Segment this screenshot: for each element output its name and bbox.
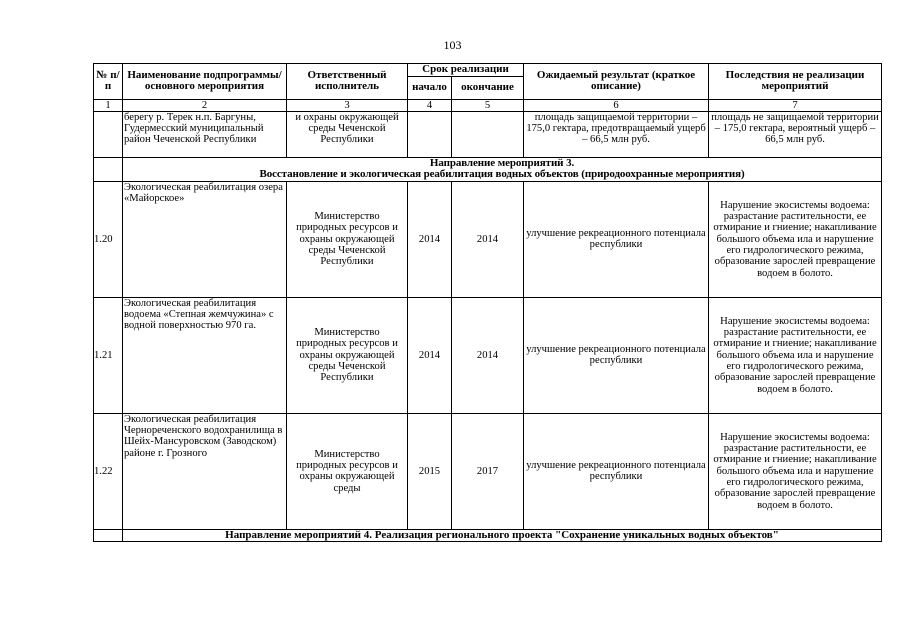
section-spacer bbox=[94, 529, 123, 542]
row-start: 2014 bbox=[408, 181, 452, 297]
header-num: № п/п bbox=[94, 64, 123, 100]
header-period: Срок реализации bbox=[408, 64, 524, 77]
section-spacer bbox=[94, 157, 123, 181]
row-executor: Министерство природных ресурсов и охраны окружающей среды bbox=[287, 413, 408, 529]
activities-table bbox=[93, 63, 882, 542]
table-row bbox=[94, 181, 882, 297]
row-result: улучшение рекреационного потенциала республики bbox=[524, 181, 709, 297]
row-num bbox=[94, 111, 123, 157]
row-consequence: Нарушение экосистемы водоема: разрастание растительности, ее отмирание и гниение; накапливание большого объема ила и нарушение его гидрологического режима, образование зарослей превращение водоем в болото. bbox=[709, 181, 882, 297]
section-4-heading bbox=[123, 529, 882, 542]
row-name: берегу р. Терек н.п. Баргуны, Гудермесский муниципальный район Чеченской Республики bbox=[123, 111, 287, 157]
section-3-line-1: Направление мероприятий 3. bbox=[429, 156, 575, 169]
page-number: 103 bbox=[443, 38, 462, 52]
row-start: 2014 bbox=[408, 297, 452, 413]
section-3-line-2: Восстановление и экологическая реабилитация водных объектов (природоохранные мероприятия) bbox=[259, 168, 745, 181]
row-start bbox=[408, 111, 452, 157]
row-result: улучшение рекреационного потенциала республики bbox=[524, 297, 709, 413]
column-number: 7 bbox=[709, 99, 882, 111]
row-consequence: площадь не защищаемой территории – 175,0 гектара, вероятный ущерб – 66,5 млн руб. bbox=[709, 111, 882, 157]
table-row bbox=[94, 297, 882, 413]
row-end: 2014 bbox=[452, 181, 524, 297]
header-result: Ожидаемый результат (краткое описание) bbox=[524, 64, 709, 100]
table-row-continued bbox=[94, 111, 882, 157]
header-start: начало bbox=[408, 76, 452, 99]
section-heading-row bbox=[94, 529, 882, 542]
section-heading-row bbox=[94, 157, 882, 181]
column-number: 2 bbox=[123, 99, 287, 111]
row-num: 1.21 bbox=[94, 297, 123, 413]
row-num: 1.22 bbox=[94, 413, 123, 529]
column-number: 4 bbox=[408, 99, 452, 111]
row-executor: Министерство природных ресурсов и охраны окружающей среды Чеченской Республики bbox=[287, 181, 408, 297]
header-end: окончание bbox=[452, 76, 524, 99]
row-result: площадь защищаемой территории – 175,0 гектара, предотвращаемый ущерб – 66,5 млн руб. bbox=[524, 111, 709, 157]
section-3-heading bbox=[123, 157, 882, 181]
column-number-row bbox=[94, 99, 882, 111]
column-number: 5 bbox=[452, 99, 524, 111]
column-number: 6 bbox=[524, 99, 709, 111]
row-name: Экологическая реабилитация водоема «Степная жемчужина» с водной поверхностью 970 га. bbox=[123, 297, 287, 413]
row-consequence: Нарушение экосистемы водоема: разрастание растительности, ее отмирание и гниение; накапливание большого объема ила и нарушение его гидрологического режима, образование зарослей превращение водоем в болото. bbox=[709, 297, 882, 413]
row-start: 2015 bbox=[408, 413, 452, 529]
row-result: улучшение рекреационного потенциала республики bbox=[524, 413, 709, 529]
column-number: 3 bbox=[287, 99, 408, 111]
row-executor: Министерство природных ресурсов и охраны окружающей среды Чеченской Республики bbox=[287, 297, 408, 413]
table-header-row bbox=[94, 64, 882, 77]
header-executor: Ответственный исполнитель bbox=[287, 64, 408, 100]
row-end: 2014 bbox=[452, 297, 524, 413]
row-executor: и охраны окружающей среды Чеченской Республики bbox=[287, 111, 408, 157]
header-consequence: Последствия не реализации мероприятий bbox=[709, 64, 882, 100]
row-name: Экологическая реабилитация Чернореченского водохранилища в Шейх-Мансуровском (Заводском) районе г. Грозного bbox=[123, 413, 287, 529]
column-number: 1 bbox=[94, 99, 123, 111]
row-name: Экологическая реабилитация озера «Майорское» bbox=[123, 181, 287, 297]
section-4-line-1: Направление мероприятий 4. Реализация регионального проекта "Сохранение уникальных водных объектов" bbox=[225, 528, 779, 541]
row-num: 1.20 bbox=[94, 181, 123, 297]
table-row bbox=[94, 413, 882, 529]
header-name: Наименование подпрограммы/ основного мероприятия bbox=[123, 64, 287, 100]
row-end bbox=[452, 111, 524, 157]
row-end: 2017 bbox=[452, 413, 524, 529]
row-consequence: Нарушение экосистемы водоема: разрастание растительности, ее отмирание и гниение; накапливание большого объема ила и нарушение его гидрологического режима, образование зарослей превращение водоем в болото. bbox=[709, 413, 882, 529]
